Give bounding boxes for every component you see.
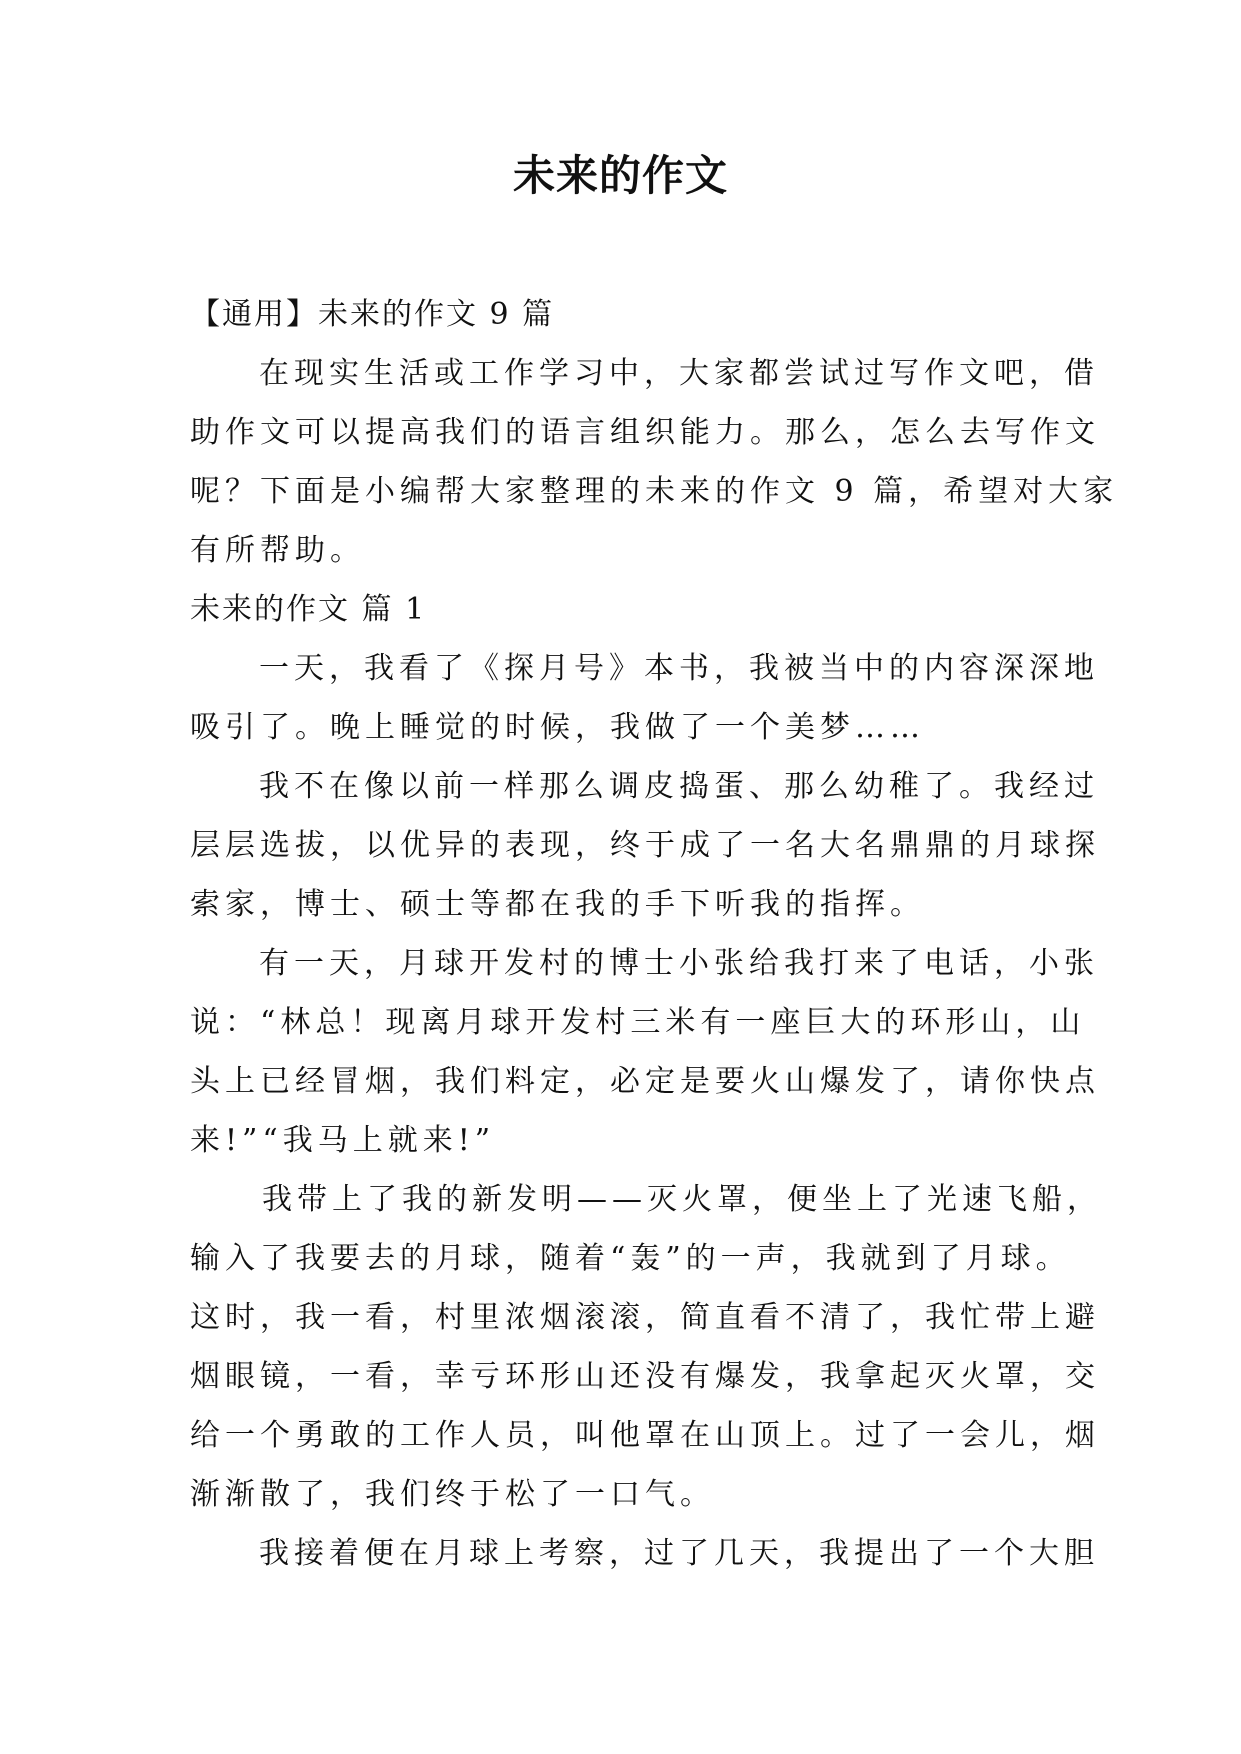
essay-paragraph-line: 吸引了。晚上睡觉的时候，我做了一个美梦……	[190, 710, 925, 745]
essay-paragraph-line: 说：“林总！现离月球开发村三米有一座巨大的环形山，山	[190, 1005, 1086, 1040]
intro-paragraph-line: 助作文可以提高我们的语言组织能力。那么，怎么去写作文	[190, 415, 1100, 450]
intro-paragraph-line: 在现实生活或工作学习中，大家都尝试过写作文吧，借	[259, 356, 1099, 391]
intro-paragraph-line: 有所帮助。	[190, 533, 365, 568]
essay-paragraph-line: 层层选拔，以优异的表现，终于成了一名大名鼎鼎的月球探	[190, 828, 1100, 863]
essay-paragraph-line: 我不在像以前一样那么调皮捣蛋、那么幼稚了。我经过	[259, 769, 1099, 804]
essay-paragraph-line: 索家，博士、硕士等都在我的手下听我的指挥。	[190, 887, 925, 922]
intro-heading: 【通用】未来的作文 9 篇	[190, 297, 555, 332]
essay-heading: 未来的作文 篇 1	[190, 592, 427, 627]
essay-paragraph-line: 头上已经冒烟，我们料定，必定是要火山爆发了，请你快点	[190, 1064, 1100, 1099]
essay-paragraph-line: 渐渐散了，我们终于松了一口气。	[190, 1477, 715, 1512]
essay-paragraph-line: 输入了我要去的月球，随着“轰”的一声，我就到了月球。	[190, 1241, 1071, 1276]
essay-paragraph-line: 一天，我看了《探月号》本书，我被当中的内容深深地	[259, 651, 1099, 686]
essay-paragraph-line: 烟眼镜，一看，幸亏环形山还没有爆发，我拿起灭火罩，交	[190, 1359, 1100, 1394]
essay-paragraph-line: 我接着便在月球上考察，过了几天，我提出了一个大胆	[259, 1536, 1099, 1571]
essay-paragraph-line: 来!”“我马上就来!”	[190, 1123, 496, 1158]
document-title: 未来的作文	[512, 151, 728, 200]
essay-paragraph-line: 我带上了我的新发明——灭火罩，便坐上了光速飞船，	[262, 1182, 1102, 1217]
essay-paragraph-line: 这时，我一看，村里浓烟滚滚，简直看不清了，我忙带上避	[190, 1300, 1100, 1335]
essay-paragraph-line: 有一天，月球开发村的博士小张给我打来了电话，小张	[259, 946, 1099, 981]
essay-paragraph-line: 给一个勇敢的工作人员，叫他罩在山顶上。过了一会儿，烟	[190, 1418, 1100, 1453]
intro-paragraph-line: 呢？下面是小编帮大家整理的未来的作文 9 篇，希望对大家	[190, 474, 1119, 509]
document-body	[190, 285, 1119, 1583]
